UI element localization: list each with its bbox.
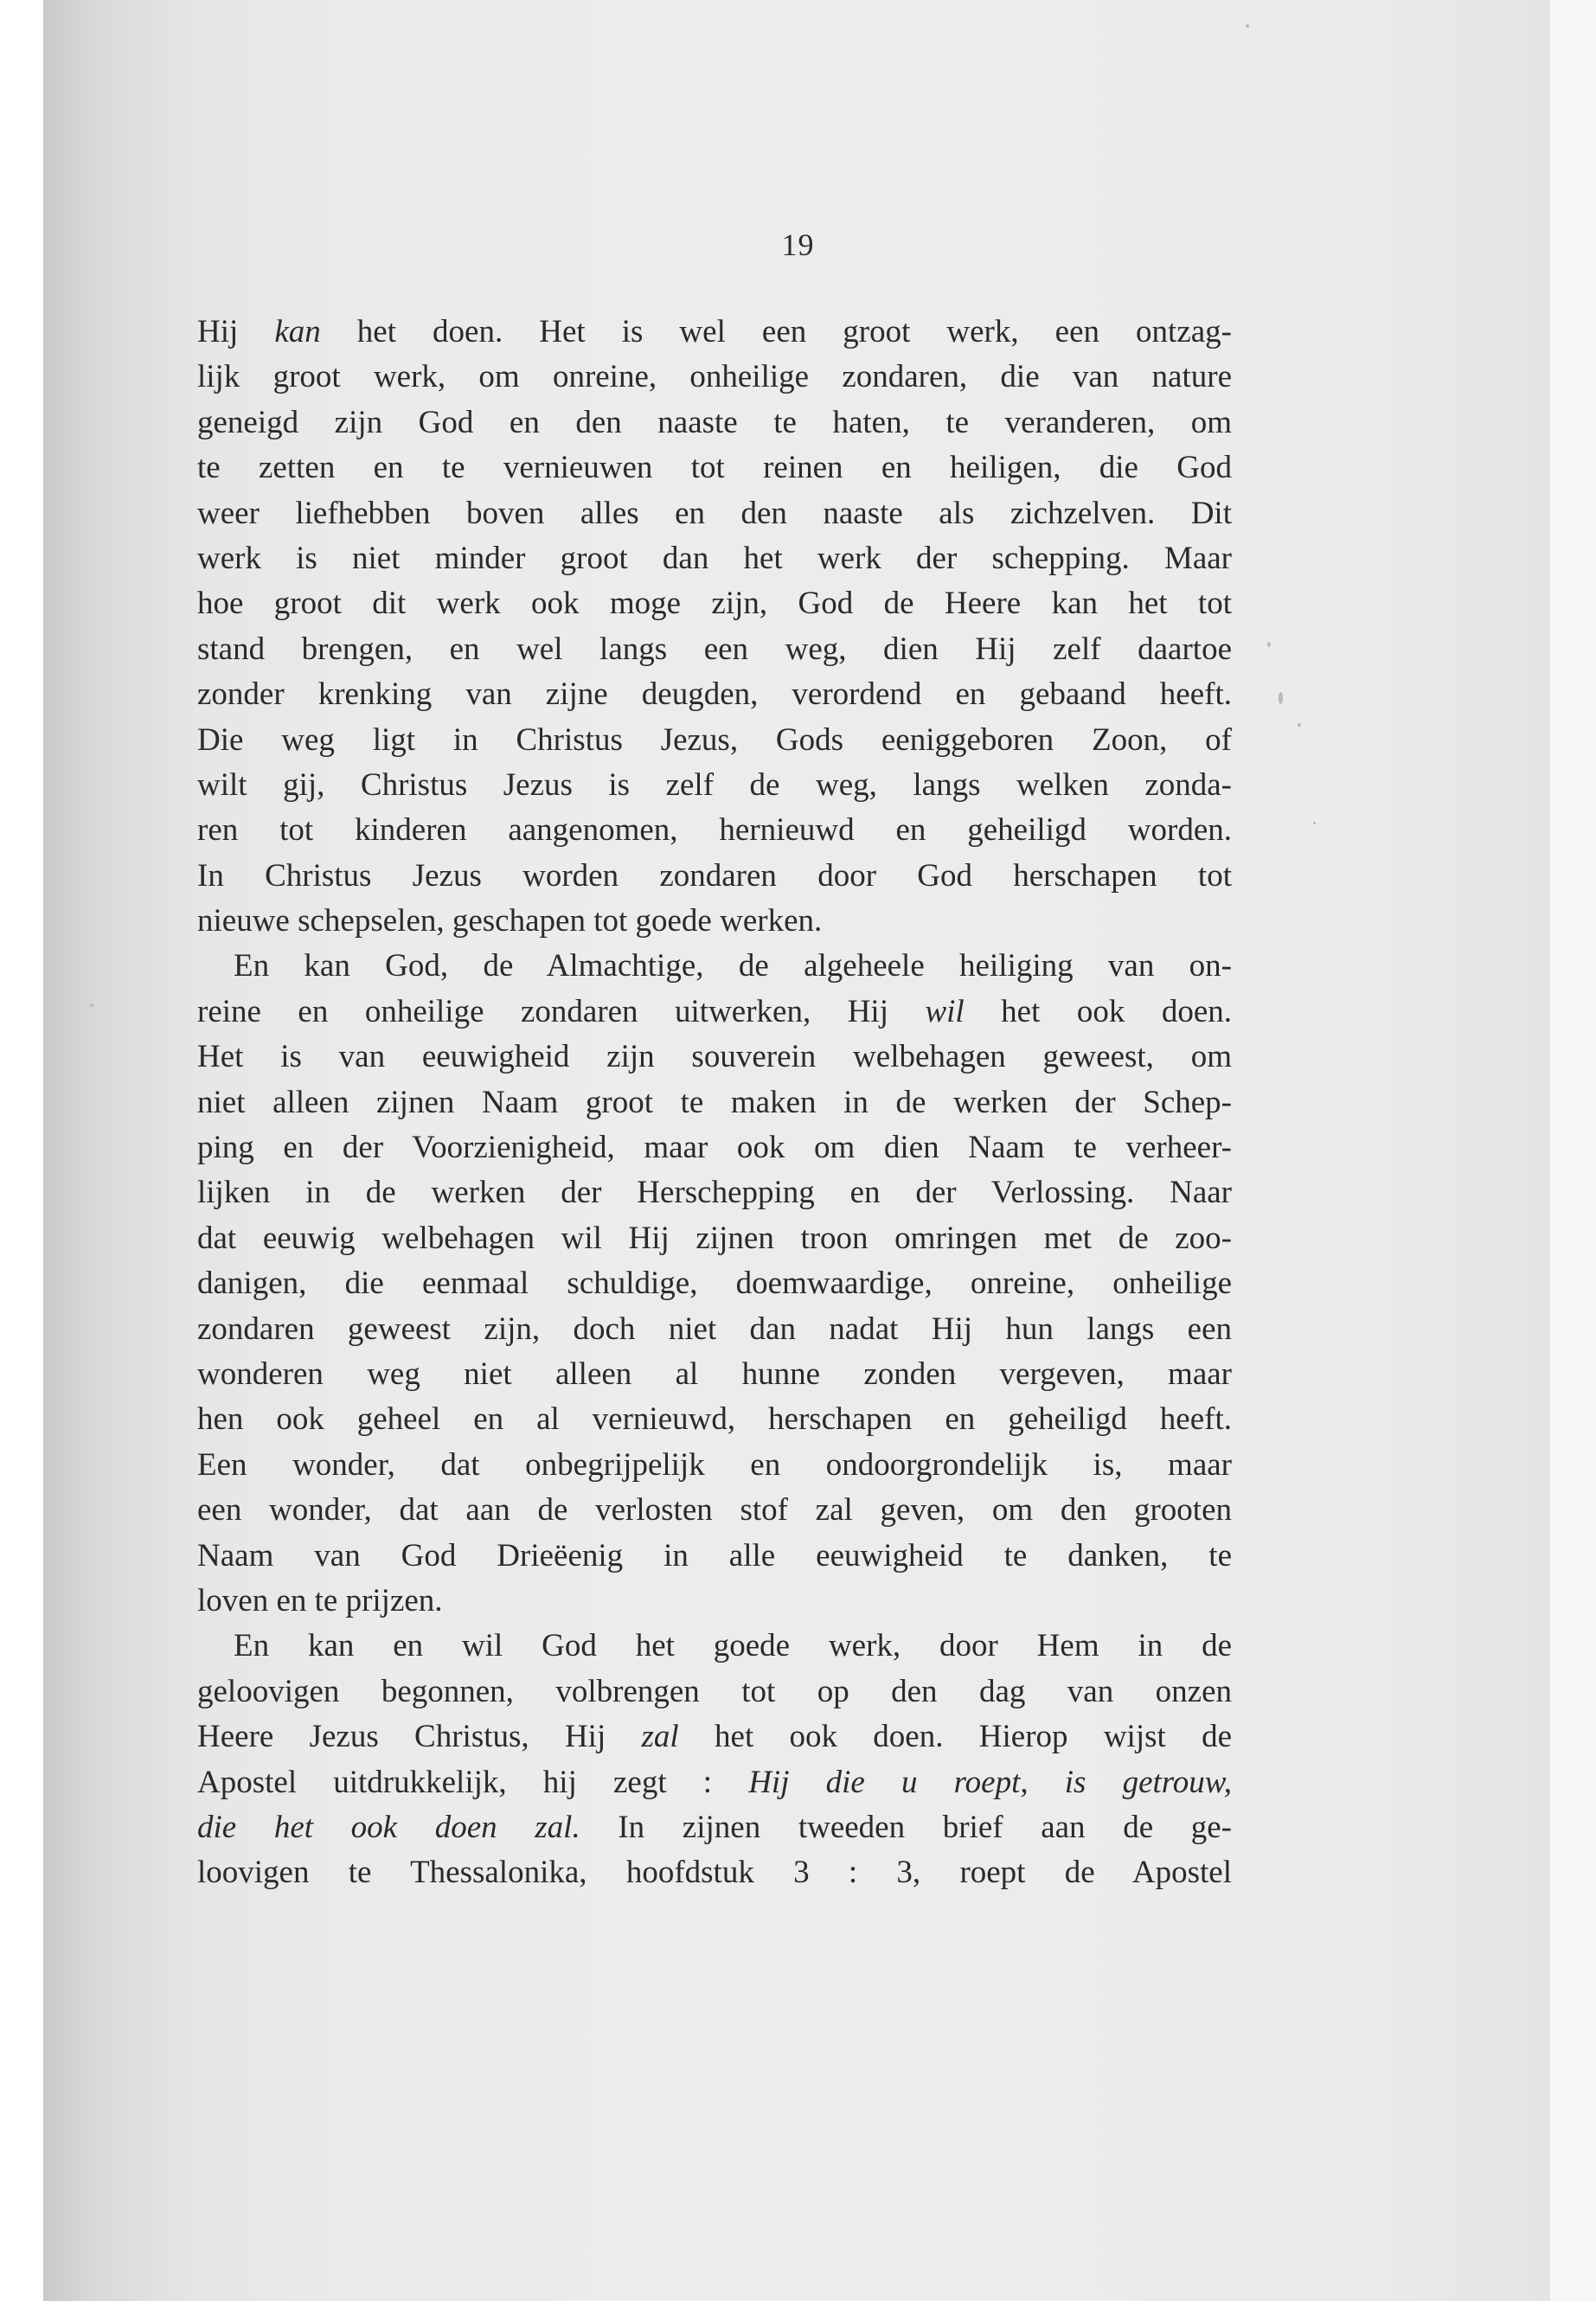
text-run: En kan en wil God het goede werk, door Hem in de <box>234 1628 1232 1664</box>
italic-text-run: zal <box>641 1719 679 1755</box>
text-line <box>197 627 1232 672</box>
text-run: weer liefhebben boven alles en den naaste als zichzelven. Dit <box>197 495 1232 531</box>
text-run: te zetten en te vernieuwen tot reinen en heiligen, die God <box>197 450 1232 486</box>
text-line <box>197 944 1232 989</box>
text-line <box>197 1261 1232 1306</box>
text-run: hen ook geheel en al vernieuwd, herschapen en geheiligd heeft. <box>197 1401 1232 1438</box>
text-line <box>197 1850 1232 1895</box>
text-run: Apostel uitdrukkelijk, hij zegt : <box>197 1764 749 1800</box>
scan-speck <box>1279 692 1283 704</box>
scan-speck <box>90 1003 93 1007</box>
italic-text-run: die het ook doen zal. <box>197 1809 580 1845</box>
text-line <box>197 1307 1232 1352</box>
text-line <box>197 718 1232 763</box>
scan-speck <box>1313 822 1316 824</box>
scan-speck <box>1246 24 1249 28</box>
text-line <box>197 1125 1232 1170</box>
paragraph <box>197 1624 1232 1895</box>
text-line <box>197 401 1232 445</box>
text-run: En kan God, de Almachtige, de algeheele heiliging van on- <box>234 948 1232 984</box>
text-line <box>197 1443 1232 1488</box>
body-text <box>197 310 1232 1896</box>
text-line <box>197 899 1232 944</box>
text-line <box>197 1805 1232 1850</box>
text-line <box>197 310 1232 355</box>
text-line <box>197 1534 1232 1579</box>
text-line <box>197 1080 1232 1125</box>
text-line <box>197 1579 1232 1624</box>
text-line <box>197 1397 1232 1442</box>
text-run: geloovigen begonnen, volbrengen tot op den dag van onzen <box>197 1673 1232 1709</box>
text-run: Heere Jezus Christus, Hij <box>197 1719 642 1755</box>
text-run: dat eeuwig welbehagen wil Hij zijnen troon omringen met de zoo- <box>197 1220 1232 1256</box>
paragraph <box>197 310 1232 944</box>
text-run: zonder krenking van zijne deugden, verordend en gebaand heeft. <box>197 676 1232 713</box>
text-run: een wonder, dat aan de verlosten stof zal geven, om den grooten <box>197 1492 1232 1529</box>
text-line <box>197 672 1232 717</box>
text-line <box>197 1170 1232 1215</box>
text-run: Het is van eeuwigheid zijn souverein welbehagen geweest, om <box>197 1039 1232 1075</box>
italic-text-run: Hij die u roept, is getrouw, <box>748 1764 1232 1800</box>
text-run: werk is niet minder groot dan het werk der schepping. Maar <box>197 540 1232 576</box>
text-run: ren tot kinderen aangenomen, hernieuwd en geheiligd worden. <box>197 812 1232 849</box>
text-line <box>197 1760 1232 1805</box>
text-line <box>197 1488 1232 1533</box>
text-run: geneigd zijn God en den naaste te haten, te veranderen, om <box>197 404 1232 440</box>
text-run: wilt gij, Christus Jezus is zelf de weg, langs welken zonda- <box>197 766 1232 803</box>
text-line <box>197 1035 1232 1080</box>
text-line <box>197 1670 1232 1715</box>
italic-text-run: kan <box>274 314 321 349</box>
text-run: het ook doen. <box>964 993 1232 1029</box>
text-line <box>197 536 1232 581</box>
text-run: In zijnen tweeden brief aan de ge- <box>580 1809 1232 1845</box>
page-number: 19 <box>781 228 815 262</box>
text-line <box>197 990 1232 1035</box>
page-right-margin <box>1550 0 1596 2301</box>
text-run: reine en onheilige zondaren uitwerken, Hij <box>197 993 926 1029</box>
text-line <box>197 355 1232 400</box>
text-run: loovigen te Thessalonika, hoofdstuk 3 : 3, roept de Apostel <box>197 1855 1232 1891</box>
text-run: het doen. Het is wel een groot werk, een ontzag- <box>320 314 1232 349</box>
paragraph <box>197 944 1232 1624</box>
text-run: het ook doen. Hierop wijst de <box>678 1719 1232 1755</box>
text-run: lijken in de werken der Herschepping en der Verlossing. Naar <box>197 1175 1232 1211</box>
text-line <box>197 854 1232 899</box>
text-run: Hij <box>197 314 275 349</box>
text-run: niet alleen zijnen Naam groot te maken in de werken der Schep- <box>197 1084 1232 1120</box>
text-line <box>197 1715 1232 1759</box>
text-run: zondaren geweest zijn, doch niet dan nadat Hij hun langs een <box>197 1311 1232 1347</box>
scan-speck <box>1267 642 1271 647</box>
text-line <box>197 1352 1232 1397</box>
text-line <box>197 581 1232 626</box>
text-line <box>197 763 1232 808</box>
text-line <box>197 1216 1232 1261</box>
text-line <box>197 1624 1232 1669</box>
italic-text-run: wil <box>925 993 965 1029</box>
text-line <box>197 491 1232 536</box>
text-run: wonderen weg niet alleen al hunne zonden vergeven, maar <box>197 1356 1232 1392</box>
text-run: ping en der Voorzienigheid, maar ook om dien Naam te verheer- <box>197 1130 1232 1166</box>
text-run: Naam van God Drieëenig in alle eeuwigheid te danken, te <box>197 1537 1232 1574</box>
text-line <box>197 808 1232 853</box>
text-run: lijk groot werk, om onreine, onheilige zondaren, die van nature <box>197 359 1232 395</box>
text-run: loven en te prijzen. <box>197 1582 443 1618</box>
text-run: hoe groot dit werk ook moge zijn, God de Heere kan het tot <box>197 586 1232 622</box>
text-run: In Christus Jezus worden zondaren door God herschapen tot <box>197 857 1232 894</box>
text-line <box>197 445 1232 490</box>
text-run: danigen, die eenmaal schuldige, doemwaardige, onreine, onheilige <box>197 1266 1232 1302</box>
text-run: nieuwe schepselen, geschapen tot goede werken. <box>197 903 823 939</box>
text-run: Een wonder, dat onbegrijpelijk en ondoorgrondelijk is, maar <box>197 1446 1232 1483</box>
text-run: Die weg ligt in Christus Jezus, Gods eeniggeboren Zoon, of <box>197 721 1232 758</box>
scan-speck <box>1298 723 1301 727</box>
text-run: stand brengen, en wel langs een weg, dien Hij zelf daartoe <box>197 631 1232 667</box>
